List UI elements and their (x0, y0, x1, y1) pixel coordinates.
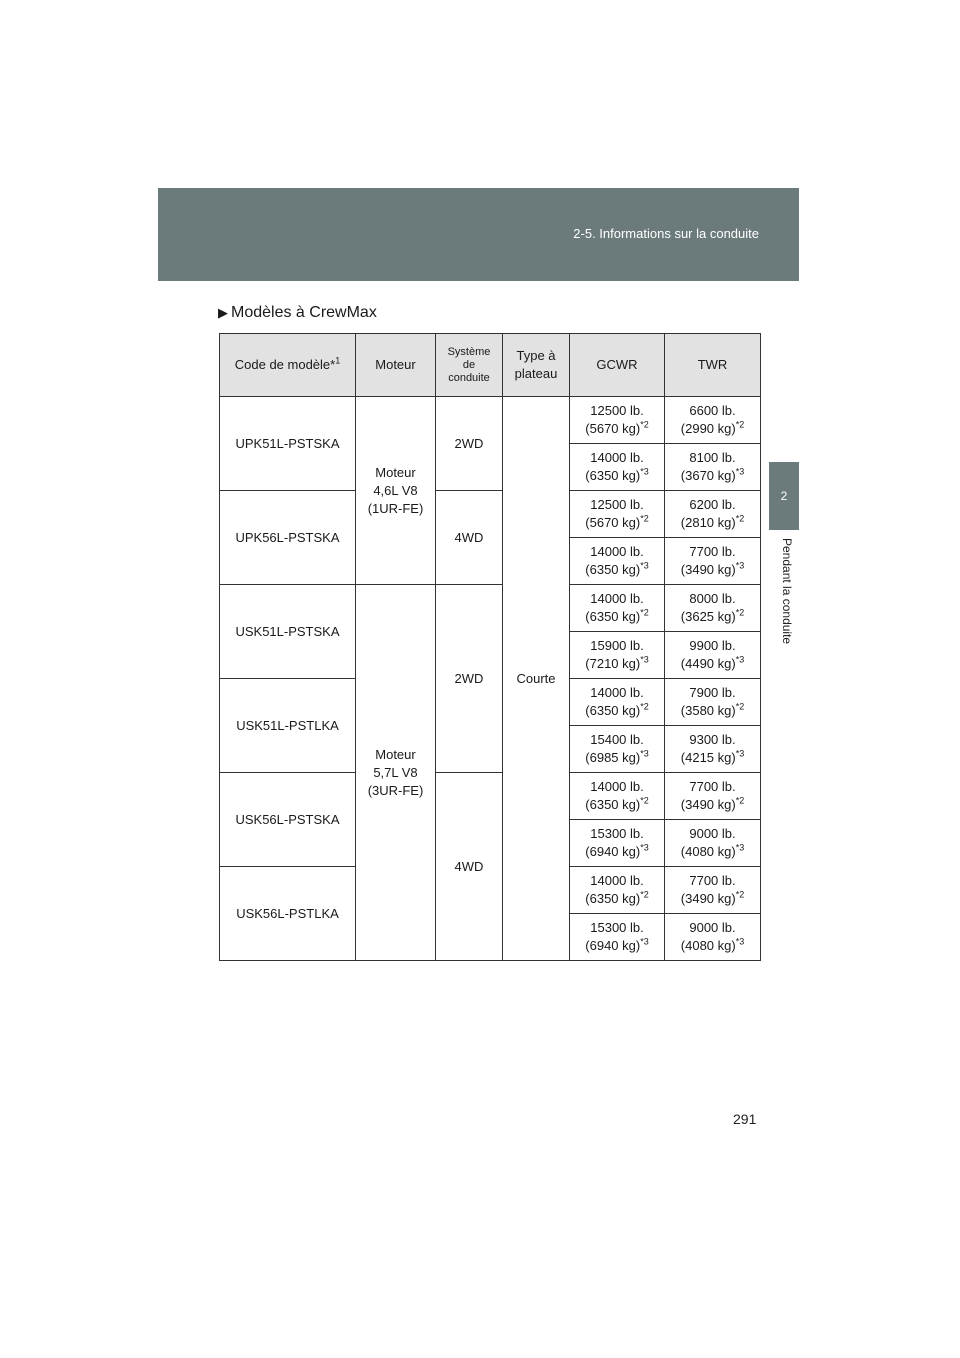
header-engine: Moteur (356, 334, 436, 397)
page-number: 291 (733, 1111, 757, 1127)
gcwr-cell: 15900 lb. (7210 kg)$^{*3}$ (570, 632, 665, 679)
twr-cell: 8000 lb. (3625 kg)$^{*2}$ (665, 585, 761, 632)
twr-cell: 6200 lb. (2810 kg)$^{*2}$ (665, 491, 761, 538)
model-code-cell: USK51L-PSTSKA (220, 585, 356, 679)
header-twr: TWR (665, 334, 761, 397)
model-code-cell: USK51L-PSTLKA (220, 679, 356, 773)
twr-cell: 7700 lb. (3490 kg)$^{*2}$ (665, 867, 761, 914)
gcwr-cell: 15400 lb. (6985 kg)$^{*3}$ (570, 726, 665, 773)
gcwr-cell: 14000 lb. (6350 kg)$^{*2}$ (570, 679, 665, 726)
twr-cell: 7700 lb. (3490 kg)$^{*3}$ (665, 538, 761, 585)
table-row (220, 491, 761, 538)
engine-cell: Moteur 5,7L V8 (3UR-FE) (356, 585, 436, 961)
drive-cell: 4WD (436, 491, 503, 585)
twr-cell: 7700 lb. (3490 kg)$^{*2}$ (665, 773, 761, 820)
page-header-band (158, 188, 799, 281)
engine-cell: Moteur 4,6L V8 (1UR-FE) (356, 397, 436, 585)
twr-cell: 6600 lb. (2990 kg)$^{*2}$ (665, 397, 761, 444)
gcwr-cell: 12500 lb. (5670 kg)$^{*2}$ (570, 491, 665, 538)
header-drive-system: Système de conduite (436, 334, 503, 397)
twr-cell: 9000 lb. (4080 kg)$^{*3}$ (665, 914, 761, 961)
table-row (220, 773, 761, 820)
header-model-code: Code de modèle*$^1$ (220, 334, 356, 397)
table-row (220, 585, 761, 632)
twr-cell: 9900 lb. (4490 kg)$^{*3}$ (665, 632, 761, 679)
gcwr-cell: 14000 lb. (6350 kg)$^{*3}$ (570, 538, 665, 585)
twr-cell: 7900 lb. (3580 kg)$^{*2}$ (665, 679, 761, 726)
model-code-cell: USK56L-PSTLKA (220, 867, 356, 961)
table-header-row (220, 334, 761, 397)
model-code-cell: UPK51L-PSTSKA (220, 397, 356, 491)
section-title: 2-5. Informations sur la conduite (573, 226, 759, 241)
drive-cell: 2WD (436, 397, 503, 491)
chapter-tab-label: Pendant la conduite (780, 538, 794, 645)
gcwr-cell: 12500 lb. (5670 kg)$^{*2}$ (570, 397, 665, 444)
twr-cell: 8100 lb. (3670 kg)$^{*3}$ (665, 444, 761, 491)
twr-cell: 9000 lb. (4080 kg)$^{*3}$ (665, 820, 761, 867)
towing-capacity-table (219, 333, 761, 961)
drive-cell: 2WD (436, 585, 503, 773)
bed-type-cell: Courte (503, 397, 570, 961)
subsection-title: Modèles à CrewMax (231, 304, 377, 321)
model-code-cell: UPK56L-PSTSKA (220, 491, 356, 585)
gcwr-cell: 14000 lb. (6350 kg)$^{*3}$ (570, 444, 665, 491)
triangle-marker-icon: ▶ (218, 305, 228, 320)
gcwr-cell: 14000 lb. (6350 kg)$^{*2}$ (570, 585, 665, 632)
gcwr-cell: 15300 lb. (6940 kg)$^{*3}$ (570, 820, 665, 867)
model-code-cell: USK56L-PSTSKA (220, 773, 356, 867)
gcwr-cell: 15300 lb. (6940 kg)$^{*3}$ (570, 914, 665, 961)
header-bed-type: Type à plateau (503, 334, 570, 397)
drive-cell: 4WD (436, 773, 503, 961)
subsection-heading (218, 304, 377, 322)
gcwr-cell: 14000 lb. (6350 kg)$^{*2}$ (570, 773, 665, 820)
header-gcwr: GCWR (570, 334, 665, 397)
twr-cell: 9300 lb. (4215 kg)$^{*3}$ (665, 726, 761, 773)
gcwr-cell: 14000 lb. (6350 kg)$^{*2}$ (570, 867, 665, 914)
table-row (220, 397, 761, 444)
chapter-tab-number: 2 (769, 462, 799, 530)
